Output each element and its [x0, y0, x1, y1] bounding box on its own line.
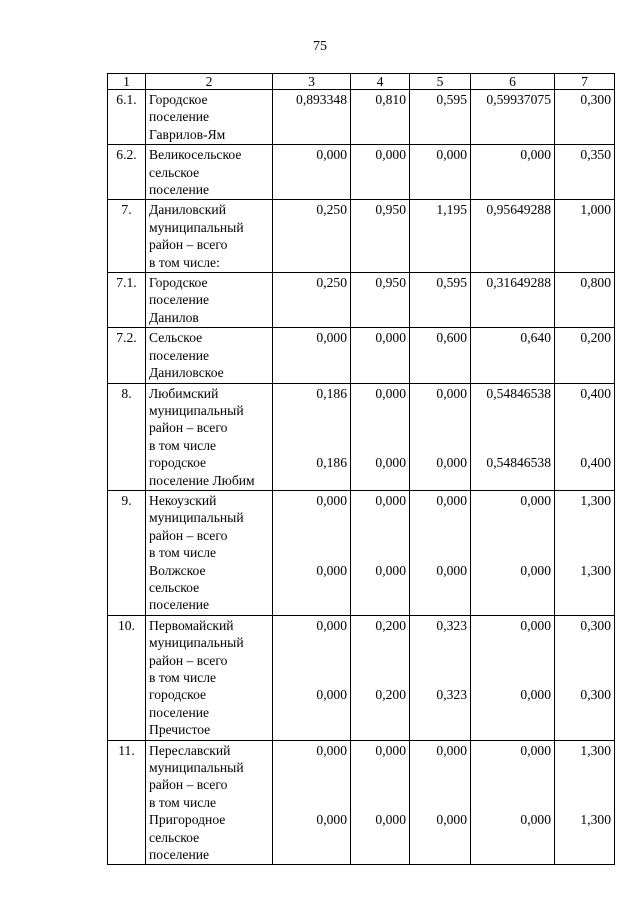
name-line: в том числе: [149, 254, 220, 270]
sub-value: 0,000 [375, 562, 406, 578]
value: 0,323 [436, 617, 467, 633]
value: 0,000 [375, 385, 406, 401]
value-cell [351, 328, 410, 383]
value-cell [273, 615, 351, 740]
value: 0,000 [316, 742, 347, 758]
name-line: Некоузский [149, 492, 217, 508]
name-line: в том числе [149, 670, 217, 685]
territory-name [146, 273, 273, 328]
value-cell [351, 490, 410, 615]
value: 0,595 [436, 275, 467, 291]
value-cell [555, 740, 615, 865]
row-number: 10. [108, 615, 146, 740]
name-line: Даниловский [149, 202, 226, 218]
value-cell [273, 145, 351, 200]
table-body [108, 90, 615, 865]
value-cell [351, 90, 410, 145]
value: 0,893348 [296, 92, 347, 107]
name-line: поселение [149, 704, 210, 720]
value-cell [471, 200, 555, 273]
value-cell [555, 615, 615, 740]
sub-value: 0,54846538 [486, 455, 551, 471]
row-number: 9. [108, 490, 146, 615]
territory-name [146, 145, 273, 200]
sub-value: 0,400 [580, 455, 611, 471]
value-cell [410, 145, 471, 200]
value: 0,000 [520, 492, 551, 508]
name-line: в том числе [149, 545, 217, 561]
territory-name [146, 200, 273, 273]
sub-value: 0,000 [316, 562, 347, 578]
name-line: сельское [149, 164, 200, 180]
name-line: район – всего [149, 652, 228, 668]
value-cell [273, 383, 351, 490]
value-cell [555, 383, 615, 490]
row-number: 6.1. [108, 90, 146, 145]
territory-name [146, 740, 273, 865]
name-line: поселение [149, 182, 210, 198]
value: 0,000 [375, 492, 406, 508]
value-cell [555, 145, 615, 200]
table-row [108, 200, 615, 273]
name-line: Великосельское [149, 147, 242, 163]
name-line: район – всего [149, 777, 228, 793]
value-cell [471, 383, 555, 490]
header-cell: 2 [146, 74, 273, 90]
value: 0,000 [375, 147, 406, 163]
sub-value: 0,200 [375, 687, 406, 703]
value: 0,54846538 [486, 385, 551, 401]
table-row [108, 273, 615, 328]
value: 0,250 [316, 275, 347, 291]
value-cell [555, 273, 615, 328]
value-cell [410, 490, 471, 615]
territory-name [146, 383, 273, 490]
name-line: поселение [149, 597, 210, 613]
name-line: муниципальный [149, 510, 244, 526]
name-line: муниципальный [149, 635, 244, 651]
value-cell [410, 200, 471, 273]
value: 0,810 [375, 92, 406, 107]
value: 0,186 [316, 385, 347, 401]
name-line: Сельское [149, 330, 203, 346]
name-line: городское [149, 455, 207, 471]
header-cell: 5 [410, 74, 471, 90]
header-cell: 1 [108, 74, 146, 90]
sub-value: 0,000 [436, 562, 467, 578]
sub-value: 0,323 [436, 687, 467, 703]
sub-value: 0,186 [316, 455, 347, 471]
table-row [108, 145, 615, 200]
name-line: поселение [149, 109, 210, 125]
value: 0,59937075 [486, 92, 551, 107]
sub-value: 0,000 [375, 812, 406, 828]
value: 0,000 [316, 617, 347, 633]
value: 0,350 [580, 147, 611, 163]
value-cell [351, 200, 410, 273]
value-cell [351, 273, 410, 328]
value-cell [471, 328, 555, 383]
name-line: Волжское [149, 562, 206, 578]
table-row [108, 740, 615, 865]
territory-name [146, 615, 273, 740]
name-line: городское [149, 687, 207, 703]
name-line: район – всего [149, 527, 228, 543]
name-line: Пречистое [149, 722, 211, 738]
name-line: муниципальный [149, 402, 244, 418]
name-line: Данилов [149, 309, 199, 325]
value: 0,000 [436, 742, 467, 758]
sub-value: 0,000 [316, 687, 347, 703]
value: 1,195 [436, 202, 467, 218]
header-row [108, 74, 615, 90]
value-cell [273, 273, 351, 328]
value-cell [471, 740, 555, 865]
name-line: сельское [149, 829, 200, 845]
value: 0,300 [580, 617, 611, 633]
sub-value: 0,000 [436, 812, 467, 828]
sub-value: 0,000 [436, 455, 467, 471]
value: 0,000 [520, 742, 551, 758]
value: 0,595 [436, 92, 467, 107]
value-cell [410, 615, 471, 740]
value: 0,300 [580, 92, 611, 107]
value-cell [351, 740, 410, 865]
name-line: поселение [149, 292, 210, 308]
table-row [108, 90, 615, 145]
header-cell: 6 [471, 74, 555, 90]
territory-name [146, 90, 273, 145]
value-cell [273, 200, 351, 273]
value: 0,000 [375, 742, 406, 758]
value-cell [273, 90, 351, 145]
value-cell [410, 328, 471, 383]
sub-value: 0,000 [520, 562, 551, 578]
value: 0,600 [436, 330, 467, 346]
name-line: Городское [149, 92, 208, 107]
name-line: район – всего [149, 237, 228, 253]
name-line: поселение [149, 847, 210, 863]
value: 0,950 [375, 275, 406, 291]
sub-value: 0,000 [375, 455, 406, 471]
header-cell: 7 [555, 74, 615, 90]
sub-value: 0,300 [580, 687, 611, 703]
value: 0,400 [580, 385, 611, 401]
row-number: 6.2. [108, 145, 146, 200]
value-cell [273, 740, 351, 865]
table-row [108, 328, 615, 383]
value-cell [555, 328, 615, 383]
name-line: поселение [149, 347, 210, 363]
row-number: 8. [108, 383, 146, 490]
name-line: Городское [149, 275, 208, 291]
sub-value: 0,000 [316, 812, 347, 828]
value: 1,000 [580, 202, 611, 218]
name-line: в том числе [149, 437, 217, 453]
value: 0,200 [375, 617, 406, 633]
sub-value: 0,000 [520, 812, 551, 828]
value-cell [273, 328, 351, 383]
value: 0,000 [436, 385, 467, 401]
value-cell [273, 490, 351, 615]
value: 0,200 [580, 330, 611, 346]
value: 0,31649288 [486, 275, 551, 291]
name-line: Даниловское [149, 365, 224, 381]
table-row [108, 383, 615, 490]
territory-name [146, 490, 273, 615]
value-cell [351, 383, 410, 490]
header-cell: 4 [351, 74, 410, 90]
name-line: Любимский [149, 385, 219, 401]
name-line: Переславский [149, 742, 231, 758]
value-cell [410, 740, 471, 865]
name-line: Первомайский [149, 617, 234, 633]
value: 0,250 [316, 202, 347, 218]
sub-value: 0,000 [520, 687, 551, 703]
sub-value: 1,300 [580, 812, 611, 828]
value: 0,800 [580, 275, 611, 291]
row-number: 7.1. [108, 273, 146, 328]
value: 0,640 [520, 330, 551, 346]
value-cell [410, 273, 471, 328]
value-cell [471, 490, 555, 615]
name-line: муниципальный [149, 760, 244, 776]
value: 0,000 [520, 147, 551, 163]
table-row [108, 615, 615, 740]
value: 0,000 [436, 492, 467, 508]
value: 0,950 [375, 202, 406, 218]
value-cell [410, 383, 471, 490]
value-cell [410, 90, 471, 145]
name-line: район – всего [149, 420, 228, 436]
territory-name [146, 328, 273, 383]
header-cell: 3 [273, 74, 351, 90]
name-line: поселение Любим [149, 472, 255, 488]
value: 0,000 [436, 147, 467, 163]
value-cell [351, 145, 410, 200]
value: 1,300 [580, 742, 611, 758]
value-cell [471, 145, 555, 200]
value-cell [471, 615, 555, 740]
value-cell [351, 615, 410, 740]
value: 0,000 [316, 330, 347, 346]
value: 0,000 [316, 492, 347, 508]
table-row [108, 490, 615, 615]
value-cell [555, 490, 615, 615]
name-line: муниципальный [149, 219, 244, 235]
value: 0,000 [316, 147, 347, 163]
name-line: в том числе [149, 794, 217, 810]
value: 0,000 [520, 617, 551, 633]
data-table [107, 73, 615, 865]
name-line: Пригородное [149, 812, 226, 828]
value-cell [555, 90, 615, 145]
row-number: 7. [108, 200, 146, 273]
sub-value: 1,300 [580, 562, 611, 578]
row-number: 11. [108, 740, 146, 865]
value-cell [471, 273, 555, 328]
row-number: 7.2. [108, 328, 146, 383]
value: 0,000 [375, 330, 406, 346]
value: 1,300 [580, 492, 611, 508]
name-line: сельское [149, 579, 200, 595]
value: 0,95649288 [486, 202, 551, 218]
value-cell [555, 200, 615, 273]
page-number: 75 [313, 39, 327, 54]
value-cell [471, 90, 555, 145]
name-line: Гаврилов-Ям [149, 126, 226, 142]
